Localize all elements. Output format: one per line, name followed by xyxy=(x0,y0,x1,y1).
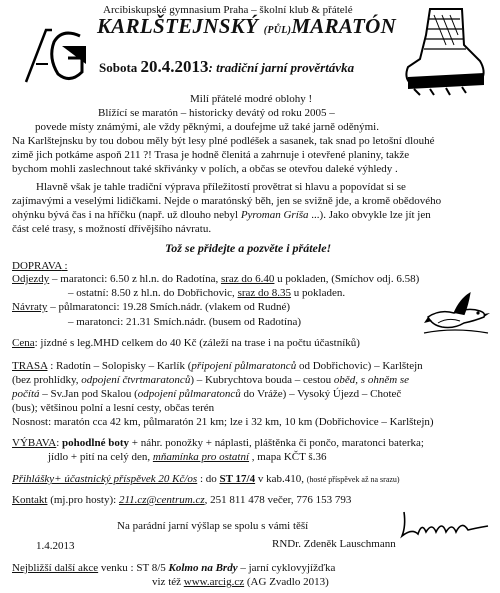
trasa-text: : Radotín – Solopisky – Karlík ( xyxy=(47,360,192,372)
odjezd-text: – ostatní: 8.50 z hl.n. do Dobřichovic, xyxy=(68,287,238,299)
intro-line: bychom mohli zaslechnout také skřivánky v polích, a občas se otevřou daleké výhledy . xyxy=(12,163,398,175)
intro-line: Blížící se maratón – historicky devátý od roku 2005 – xyxy=(98,107,335,119)
intro-text: ohýnku bývá čas i na hříčku (např. už dlouho nebyl xyxy=(12,209,241,221)
vybava-text: + náhr. ponožky + náplasti, pláštěnka či pončo, maratonci baterka; xyxy=(129,437,424,449)
intro-text: ...). Jako obvykle lze jít jen xyxy=(308,209,431,221)
odjezd-text: – maratonci: 6.50 z hl.n. do Radotína, xyxy=(49,273,221,285)
vybava-label: VÝBAVA xyxy=(12,437,57,449)
hiking-boot-icon xyxy=(400,5,488,97)
skylark-bird-icon xyxy=(424,287,490,337)
next-event-line-1 xyxy=(12,562,335,575)
sraz-time: sraz do 8.35 xyxy=(237,287,292,299)
navrat-text: – půlmaratonci: 19.28 Smích.nádr. (vlakem od Rudné) xyxy=(47,301,291,313)
intro-line: povede místy známými, ale vždy pěknými, a doufejme už také jarně oděnými. xyxy=(35,121,379,133)
doprava-heading: DOPRAVA : xyxy=(12,260,68,272)
trasa-text: od Dobřichovic) – Karlštejn xyxy=(296,360,423,372)
kontakt-label: Kontakt xyxy=(12,494,48,506)
title-pul: (PŮL) xyxy=(263,25,292,36)
event-subtitle: : tradiční jarní prověrtávka xyxy=(208,60,355,75)
call-to-action: Tož se přidejte a pozvěte i přátele! xyxy=(165,241,332,255)
intro-line: Hlavně však je tahle tradiční výprava příležitostí provětrat si hlavu a popovídat si se xyxy=(36,181,406,193)
prihlasky-room: ST 17/4 xyxy=(219,473,256,485)
trasa-italic: oběd, s ohněm se xyxy=(333,374,410,386)
odjezd-line-1 xyxy=(12,273,419,286)
trasa-line-3 xyxy=(12,388,401,401)
trasa-text: (bez prohlídky, xyxy=(12,374,82,386)
navraty-label: Návraty xyxy=(12,301,48,313)
vybava-italic: mňamínka pro ostatní xyxy=(152,451,250,463)
navrat-line-2: – maratonci: 21.31 Smích.nádr. (busem od Radotína) xyxy=(68,316,302,328)
trasa-italic: připojení půlmaratonců xyxy=(191,360,297,372)
intro-line: část celé trasy, s možností dřívějšího návratu. xyxy=(12,223,212,235)
intro-line xyxy=(12,209,431,222)
sraz-time: sraz do 6.40 xyxy=(220,273,275,285)
closing-text: Na parádní jarní výšlap se spolu s vámi těší xyxy=(117,520,309,532)
date-prefix: Sobota xyxy=(99,60,141,75)
vybava-text: , mapa KČT š.36 xyxy=(249,451,327,463)
doprava-label: DOPRAVA xyxy=(12,260,62,272)
kontakt-text: (mj.pro hosty): xyxy=(47,494,119,506)
nosnost-label: Nosnost xyxy=(12,416,49,428)
vybava-line-2 xyxy=(48,451,326,464)
odjezd-text: u pokladen. xyxy=(291,287,346,299)
trasa-label: TRASA xyxy=(12,360,48,372)
intro-line: zajímavými a veselými lidičkami. Nejde o maratónský běh, jen se svižně jde, a kromě obědového xyxy=(12,195,442,207)
navrat-line-1 xyxy=(12,301,290,314)
trasa-italic: odpojení čtvrtmaratonců xyxy=(81,374,191,386)
ag-logo-icon xyxy=(18,24,88,86)
game-name: Pyroman Gríša xyxy=(240,209,309,221)
title-part: KARLŠTEJNSKÝ xyxy=(97,14,264,38)
vybava-text: : xyxy=(56,437,63,449)
intro-line: Na Karlštejnsku by tou dobou měly být lesy plné podléšek a sasanek, tak snad po letošní dlouhé xyxy=(12,135,435,147)
trasa-line-2 xyxy=(12,374,409,387)
next-event-text: – jarní cyklovyjížďka xyxy=(237,562,336,574)
website-link[interactable]: www.arcig.cz xyxy=(183,576,245,588)
greeting: Milí přátelé modré oblohy ! xyxy=(190,93,313,105)
trasa-text: – Sv.Jan pod Skalou ( xyxy=(39,388,138,400)
trasa-text: do Vráže) – Vysoký Újezd – Choteč xyxy=(240,388,402,400)
page-title xyxy=(97,14,397,38)
next-event-name: Kolmo na Brdy xyxy=(168,562,238,574)
trasa-line-1 xyxy=(12,360,423,373)
title-part: MARATÓN xyxy=(291,14,397,38)
trasa-italic: odpojení půlmaratonců xyxy=(137,388,241,400)
next-event-line-2 xyxy=(152,576,329,589)
prihlasky-text: v kab.410, xyxy=(255,473,307,485)
vybava-line-1 xyxy=(12,437,424,450)
nosnost-line xyxy=(12,416,434,429)
cena-label: Cena xyxy=(12,337,35,349)
intro-line: zimě jich potkáme aspoň 211 ?! Trasa je hodně členitá a zahrnuje i otevřené planiny, takže xyxy=(12,149,410,161)
nosnost-text: : maratón cca 42 km, půlmaratón 21 km; lze i 32 km, 10 km (Dobřichovice – Karlštejn) xyxy=(48,416,434,428)
author-name: RNDr. Zdeněk Lauschmann xyxy=(272,538,396,550)
trasa-line-4: (bus); většinou polní a lesní cesty, občas terén xyxy=(12,402,215,414)
prihlasky-text: : do xyxy=(197,473,220,485)
cena-text: : jízdné s leg.MHD celkem do 40 Kč (záleží na trase i na počtu účastníků) xyxy=(34,337,360,349)
organization-header: Arcibiskupské gymnasium Praha – školní klub & přátelé xyxy=(103,4,353,16)
next-event-text: (AG Zvadlo 2013) xyxy=(244,576,329,588)
next-event-text: venku : ST 8/5 xyxy=(98,562,169,574)
trasa-italic: počítá xyxy=(12,388,40,400)
odjezd-line-2 xyxy=(68,287,345,300)
kontakt-line xyxy=(12,494,351,507)
prihlasky-label: Přihlášky+ účastnický příspěvek 20 Kč/os xyxy=(12,473,198,485)
vybava-text: jídlo + pití na celý den, xyxy=(48,451,153,463)
contact-email-link[interactable]: 211.cz@centrum.cz xyxy=(118,494,205,506)
trasa-text: ) – Kubrychtova bouda – cestou xyxy=(190,374,334,386)
cena-line xyxy=(12,337,360,350)
signature-mark xyxy=(398,508,490,540)
kontakt-phones: , 251 811 478 večer, 776 153 793 xyxy=(204,494,352,506)
prihlasky-note: (hosté příspěvek až na srazu) xyxy=(306,475,400,484)
event-date-line xyxy=(99,57,355,76)
odjezd-text: u pokladen, (Smíchov odj. 6.58) xyxy=(274,273,420,285)
next-event-text: viz též xyxy=(152,576,184,588)
vybava-bold: pohodlné boty xyxy=(62,437,129,449)
next-event-label: Nejbližší další akce xyxy=(12,562,99,574)
closing-date: 1.4.2013 xyxy=(36,540,75,552)
odjezdy-label: Odjezdy xyxy=(12,273,50,285)
event-date: 20.4.2013 xyxy=(140,57,209,76)
prihlasky-line xyxy=(12,473,400,486)
